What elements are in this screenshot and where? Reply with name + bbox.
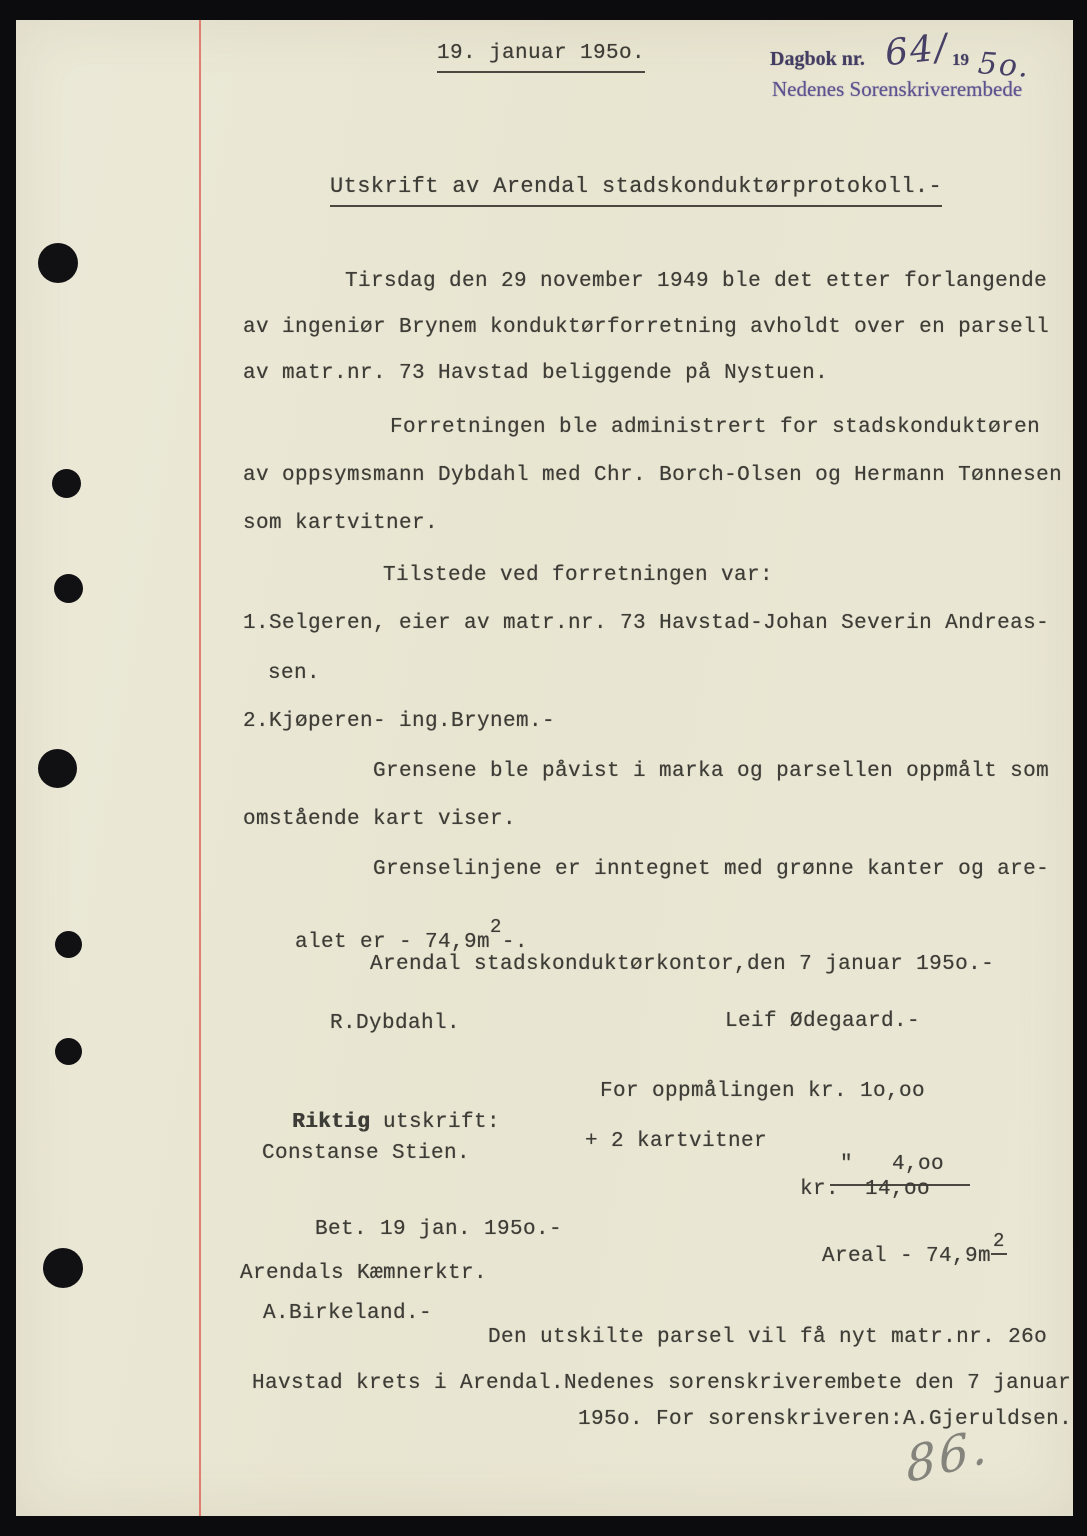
body-line: Grensene ble påvist i marka og parsellen oppmålt som	[373, 760, 1050, 783]
payment-signer: A.Birkeland.-	[263, 1302, 433, 1325]
area-note-text: Areal - 74,9m	[822, 1245, 992, 1268]
body-line: Tirsdag den 29 november 1949 ble det etter forlangende	[345, 270, 1048, 293]
signature-left: R.Dybdahl.	[330, 1012, 461, 1035]
punch-hole	[43, 1248, 83, 1288]
body-line: Forretningen ble administrert for stadskonduktøren	[390, 416, 1041, 439]
punch-hole	[38, 749, 77, 788]
punch-hole	[54, 574, 83, 603]
body-line: av matr.nr. 73 Havstad beliggende på Nystuen.	[243, 362, 829, 385]
certification-word-rest: utskrift:	[370, 1111, 501, 1134]
body-line: Tilstede ved forretningen var:	[383, 564, 774, 587]
body-line: omstående kart viser.	[243, 808, 517, 831]
fee-line-2-label: + 2 kartvitner	[585, 1130, 768, 1153]
closing-line: Den utskilte parsel vil få nyt matr.nr. 26o	[488, 1326, 1048, 1349]
document-title: Utskrift av Arendal stadskonduktørprotokoll.-	[330, 174, 942, 207]
body-line: Grenselinjene er inntegnet med grønne kanter og are-	[373, 858, 1050, 881]
office-stamp: Nedenes Sorenskriverembede	[772, 77, 1023, 101]
superscript-two: 2	[991, 1230, 1007, 1255]
body-line: sen.	[268, 662, 321, 685]
body-line: av oppsymsmann Dybdahl med Chr. Borch-Olsen og Hermann Tønnesen	[243, 464, 1063, 487]
fee-amount-underlined: " 4,oo	[830, 1153, 970, 1186]
superscript-two: 2	[490, 916, 502, 938]
payment-office: Arendals Kæmnerktr.	[240, 1262, 488, 1285]
body-line: 1.Selgeren, eier av matr.nr. 73 Havstad-Johan Severin Andreas-	[243, 612, 1050, 635]
body-line: av ingeniør Brynem konduktørforretning avholdt over en parsell	[243, 316, 1050, 339]
area-text-suffix: -.	[501, 931, 528, 954]
closing-line: Havstad krets i Arendal.Nedenes sorenskriverembete den 7 januar	[252, 1372, 1072, 1395]
punch-hole	[38, 243, 78, 283]
stamp-dagbok-label: Dagbok nr.	[770, 48, 865, 70]
stamp-year-printed: 19	[952, 50, 969, 69]
handwritten-year: 5o.	[976, 46, 1032, 85]
office-date-line: Arendal stadskonduktørkontor,den 7 januar 195o.-	[370, 953, 995, 976]
handwritten-mark: 86.	[904, 1417, 992, 1495]
area-text: alet er - 74,9m	[295, 931, 491, 954]
closing-line: 195o. For sorenskriveren:A.Gjeruldsen.	[578, 1408, 1073, 1431]
area-note	[770, 1222, 1007, 1291]
handwritten-journal-number: 64/	[883, 26, 951, 75]
signature-right: Leif Ødegaard.-	[725, 1010, 921, 1033]
payment-line: Bet. 19 jan. 195o.-	[315, 1218, 563, 1241]
punch-hole	[55, 931, 82, 958]
margin-rule	[199, 20, 201, 1516]
body-line: som kartvitner.	[243, 512, 439, 535]
body-line: 2.Kjøperen- ing.Brynem.-	[243, 710, 556, 733]
certification-word-bold: Riktig	[292, 1111, 371, 1134]
fee-line-1: For oppmålingen kr. 1o,oo	[600, 1080, 926, 1103]
punch-hole	[55, 1038, 82, 1065]
punch-hole	[52, 469, 81, 498]
date-heading: 19. januar 195o.	[437, 42, 645, 73]
certification-signer: Constanse Stien.	[262, 1142, 471, 1165]
fee-total: kr. 14,oo	[800, 1178, 931, 1201]
